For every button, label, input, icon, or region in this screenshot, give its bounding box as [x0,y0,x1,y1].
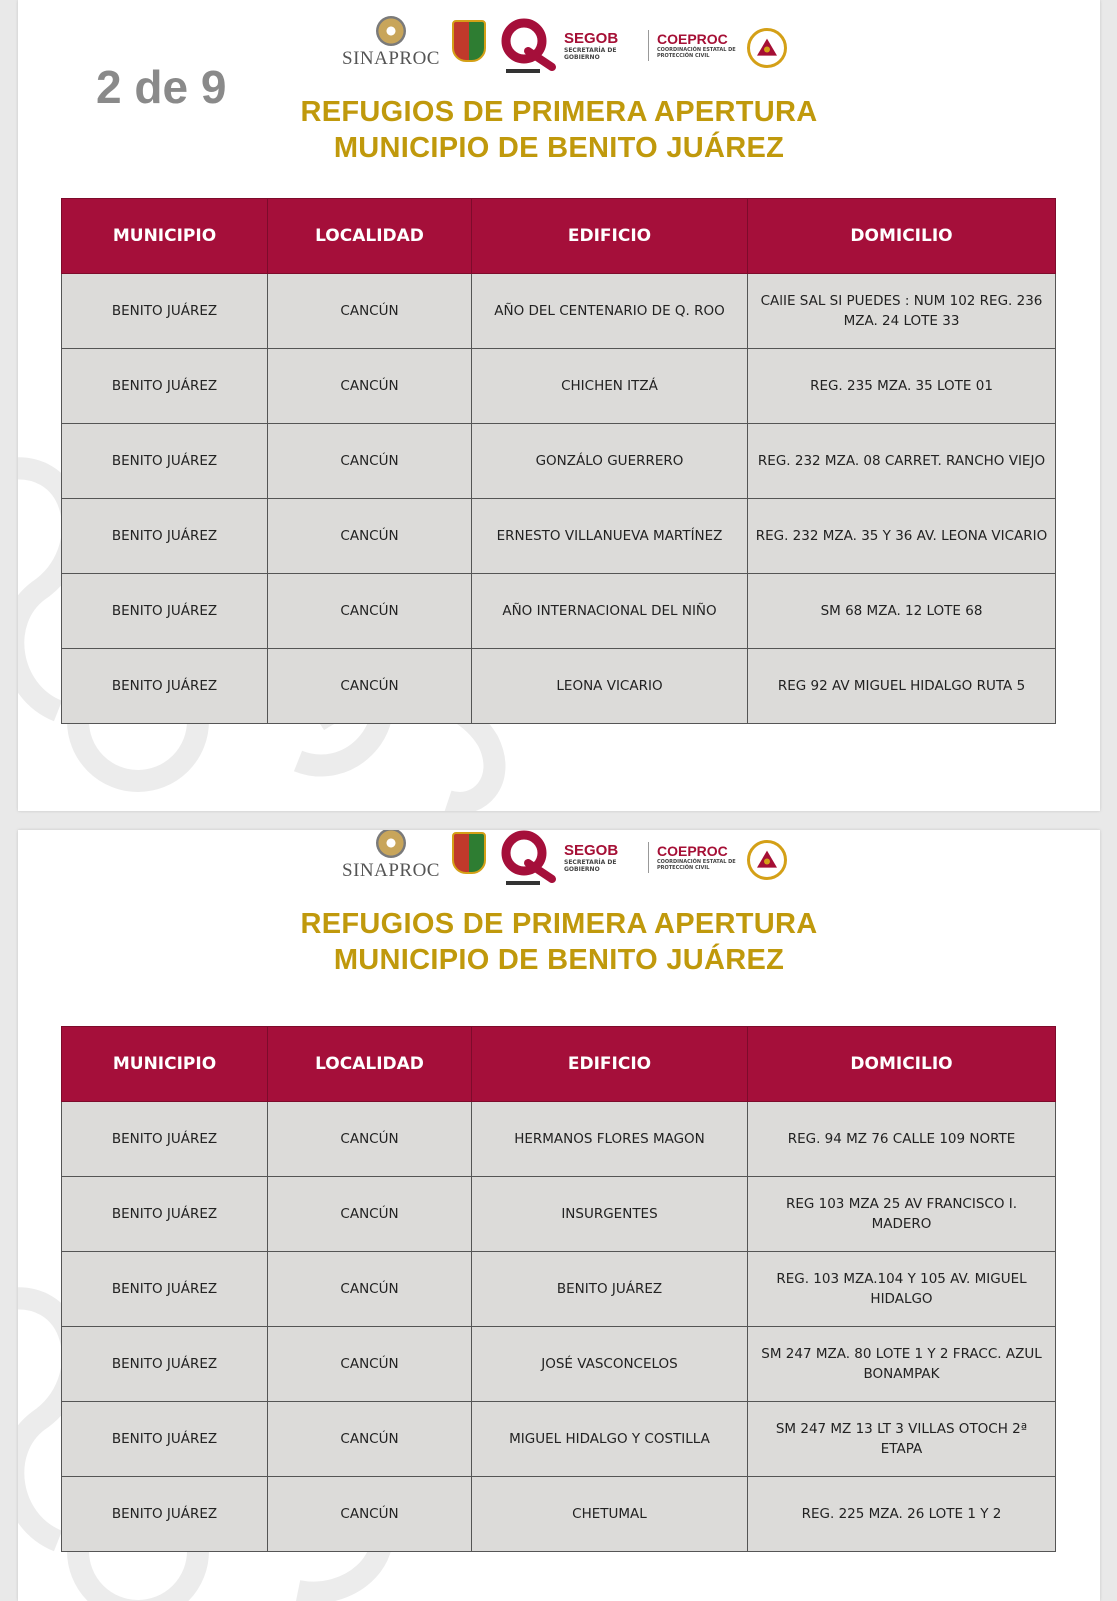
sinaproc-emblem-icon [376,830,406,858]
table-header-row [62,199,1056,274]
document-page-1 [18,0,1100,811]
cell-edificio: CHICHEN ITZÁ [472,349,748,424]
document-title [18,94,1100,166]
sinaproc-wordmark: SINAPROC [342,47,440,69]
table-header-row [62,1027,1056,1102]
table-row [62,499,1056,574]
cell-localidad: CANCÚN [268,649,472,724]
cell-municipio: BENITO JUÁREZ [62,349,268,424]
cell-edificio: JOSÉ VASCONCELOS [472,1327,748,1402]
cell-localidad: CANCÚN [268,1177,472,1252]
cell-edificio: INSURGENTES [472,1177,748,1252]
cell-municipio: BENITO JUÁREZ [62,1327,268,1402]
cell-domicilio: SM 68 MZA. 12 LOTE 68 [748,574,1056,649]
cell-edificio: HERMANOS FLORES MAGON [472,1102,748,1177]
proteccion-civil-emblem-icon [743,22,791,69]
cell-municipio: BENITO JUÁREZ [62,1402,268,1477]
quintana-roo-shield-icon [452,832,488,882]
cell-municipio: BENITO JUÁREZ [62,649,268,724]
title-line-1: REFUGIOS DE PRIMERA APERTURA [300,908,818,940]
cell-domicilio: REG 103 MZA 25 AV FRANCISCO I. MADERO [748,1177,1056,1252]
cell-domicilio: SM 247 MZ 13 LT 3 VILLAS OTOCH 2ª ETAPA [748,1402,1056,1477]
cell-localidad: CANCÚN [268,499,472,574]
cell-domicilio: CAlIE SAL SI PUEDES : NUM 102 REG. 236 MZA. 24 LOTE 33 [748,274,1056,349]
cell-domicilio: REG. 94 MZ 76 CALLE 109 NORTE [748,1102,1056,1177]
cell-municipio: BENITO JUÁREZ [62,1477,268,1552]
sinaproc-wordmark: SINAPROC [342,859,440,881]
shelters-table [61,1026,1056,1552]
cell-municipio: BENITO JUÁREZ [62,499,268,574]
cell-edificio: MIGUEL HIDALGO Y COSTILLA [472,1402,748,1477]
quintana-roo-shield-icon [452,20,488,70]
column-header-localidad: LOCALIDAD [268,1027,472,1102]
cell-domicilio: REG 92 AV MIGUEL HIDALGO RUTA 5 [748,649,1056,724]
sinaproc-logo [338,830,444,887]
cell-domicilio: SM 247 MZA. 80 LOTE 1 Y 2 FRACC. AZUL BONAMPAK [748,1327,1056,1402]
cell-edificio: AÑO INTERNACIONAL DEL NIÑO [472,574,748,649]
cell-edificio: GONZÁLO GUERRERO [472,424,748,499]
table-row [62,1402,1056,1477]
cell-domicilio: REG. 235 MZA. 35 LOTE 01 [748,349,1056,424]
cell-localidad: CANCÚN [268,1327,472,1402]
column-header-edificio: EDIFICIO [472,1027,748,1102]
title-line-2: MUNICIPIO DE BENITO JUÁREZ [333,944,785,976]
cell-edificio: CHETUMAL [472,1477,748,1552]
logo-bar [338,830,798,890]
proteccion-civil-emblem-icon [743,834,791,881]
column-header-municipio: MUNICIPIO [62,199,268,274]
table-row [62,274,1056,349]
table-row [62,349,1056,424]
cell-municipio: BENITO JUÁREZ [62,574,268,649]
cell-municipio: BENITO JUÁREZ [62,274,268,349]
shelters-table [61,198,1056,724]
cell-municipio: BENITO JUÁREZ [62,424,268,499]
cell-localidad: CANCÚN [268,1477,472,1552]
q-logo-icon [494,15,558,75]
cell-edificio: LEONA VICARIO [472,649,748,724]
column-header-domicilio: DOMICILIO [748,199,1056,274]
cell-domicilio: REG. 232 MZA. 35 Y 36 AV. LEONA VICARIO [748,499,1056,574]
cell-municipio: BENITO JUÁREZ [62,1102,268,1177]
cell-edificio: ERNESTO VILLANUEVA MARTÍNEZ [472,499,748,574]
segob-logo: SEGOB SECRETARÍA DE GOBIERNO [564,30,649,61]
table-row [62,649,1056,724]
cell-localidad: CANCÚN [268,1252,472,1327]
cell-localidad: CANCÚN [268,574,472,649]
cell-localidad: CANCÚN [268,1102,472,1177]
column-header-localidad: LOCALIDAD [268,199,472,274]
column-header-domicilio: DOMICILIO [748,1027,1056,1102]
sinaproc-emblem-icon [376,16,406,46]
cell-municipio: BENITO JUÁREZ [62,1252,268,1327]
cell-domicilio: REG. 103 MZA.104 Y 105 AV. MIGUEL HIDALGO [748,1252,1056,1327]
q-logo-icon [494,830,558,887]
document-title [18,906,1100,978]
cell-domicilio: REG. 232 MZA. 08 CARRET. RANCHO VIEJO [748,424,1056,499]
document-page-2 [18,830,1100,1601]
column-header-municipio: MUNICIPIO [62,1027,268,1102]
title-line-2: MUNICIPIO DE BENITO JUÁREZ [333,132,785,164]
table-row [62,1327,1056,1402]
cell-edificio: BENITO JUÁREZ [472,1252,748,1327]
cell-localidad: CANCÚN [268,424,472,499]
coeproc-logo: COEPROC COORDINACIÓN ESTATAL DE PROTECCIÓN CIVIL [657,843,736,871]
table-row [62,1177,1056,1252]
coeproc-logo: COEPROC COORDINACIÓN ESTATAL DE PROTECCIÓN CIVIL [657,31,736,59]
table-row [62,1252,1056,1327]
title-line-1: REFUGIOS DE PRIMERA APERTURA [300,96,818,128]
column-header-edificio: EDIFICIO [472,199,748,274]
table-row [62,574,1056,649]
cell-localidad: CANCÚN [268,349,472,424]
sinaproc-logo [338,16,444,75]
cell-domicilio: REG. 225 MZA. 26 LOTE 1 Y 2 [748,1477,1056,1552]
table-row [62,1477,1056,1552]
table-row [62,424,1056,499]
table-row [62,1102,1056,1177]
segob-logo: SEGOB SECRETARÍA DE GOBIERNO [564,842,649,873]
cell-localidad: CANCÚN [268,1402,472,1477]
cell-localidad: CANCÚN [268,274,472,349]
cell-edificio: AÑO DEL CENTENARIO DE Q. ROO [472,274,748,349]
logo-bar [338,12,798,78]
cell-municipio: BENITO JUÁREZ [62,1177,268,1252]
page-counter: 2 de 9 [96,61,227,113]
